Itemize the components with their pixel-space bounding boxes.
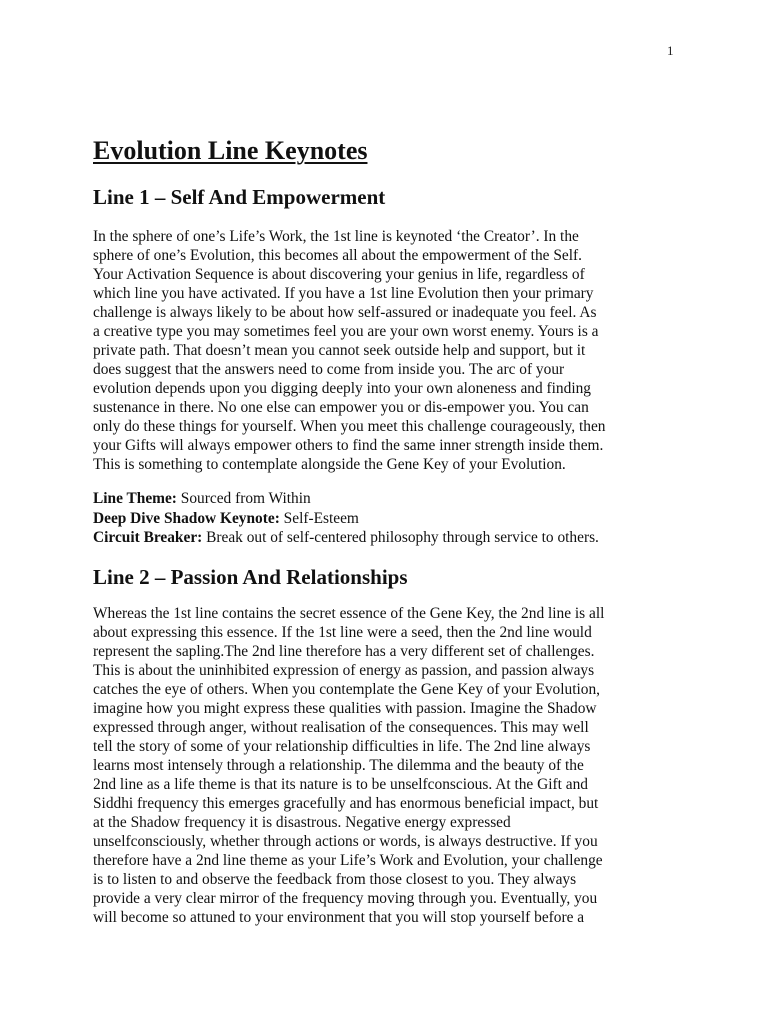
shadow-keynote-value: Self-Esteem xyxy=(279,509,359,527)
line-theme-label: Line Theme: xyxy=(93,490,177,507)
line-theme-value: Sourced from Within xyxy=(176,490,311,507)
section-heading-line-1: Line 1 – Self And Empowerment xyxy=(93,185,386,209)
shadow-keynote-label: Deep Dive Shadow Keynote: xyxy=(93,509,280,527)
section-body-line-2: Whereas the 1st line contains the secret essence of the Gene Key, the 2nd line is all about expressing this essence. If the 1st line were a seed, then the 2nd line would represent the sapling.The 2nd line therefore has a very different set of challenges. This is about the uninhibited expression of energy as passion, and passion always catches the eye of others. When you contemplate the Gene Key of your Evolution, imagine how you might express these qualities with passion. Imagine the Shadow expressed through anger, without realisation of the consequences. This may well tell the story of some of your relationship difficulties in life. The 2nd line always learns most intensely through a relationship. The dilemma and the beauty of the 2nd line as a life theme is that its nature is to be unselfconscious. At the Gift and Siddhi frequency this emerges gracefully and has enormous beneficial impact, but at the Shadow frequency it is disastrous. Negative energy expressed unselfconsciously, whether through actions or words, is always destructive. If you therefore have a 2nd line theme as your Life’s Work and Evolution, your challenge is to listen to and observe the feedback from those closest to you. They always provide a very clear mirror of the frequency moving through you. Eventually, you will become so attuned to your environment that you will stop yourself before a xyxy=(93,605,605,926)
circuit-breaker-row xyxy=(93,528,599,548)
line-1-keynotes xyxy=(93,489,599,548)
shadow-keynote-row xyxy=(93,509,599,529)
circuit-breaker-label: Circuit Breaker: xyxy=(93,529,203,546)
section-heading-line-2: Line 2 – Passion And Relationships xyxy=(93,565,408,589)
document-title: Evolution Line Keynotes xyxy=(93,136,368,165)
page-number: 1 xyxy=(667,43,674,58)
circuit-breaker-value: Break out of self-centered philosophy through service to others. xyxy=(202,529,599,546)
line-theme-row xyxy=(93,489,599,509)
section-body-line-1: In the sphere of one’s Life’s Work, the 1st line is keynoted ‘the Creator’. In the sphere of one’s Evolution, this becomes all about the empowerment of the Self. Your Activation Sequence is about discovering your genius in life, regardless of which line you have activated. If you have a 1st line Evolution then your primary challenge is always likely to be about how self-assured or inadequate you feel. As a creative type you may sometimes feel you are your own worst enemy. Yours is a private path. That doesn’t mean you cannot seek outside help and support, but it does suggest that the answers need to come from inside you. The arc of your evolution depends upon you digging deeply into your own aloneness and finding sustenance in there. No one else can empower you or dis-empower you. You can only do these things for yourself. When you meet this challenge courageously, then your Gifts will always empower others to find the same inner strength inside them. This is something to contemplate alongside the Gene Key of your Evolution. xyxy=(93,228,606,473)
